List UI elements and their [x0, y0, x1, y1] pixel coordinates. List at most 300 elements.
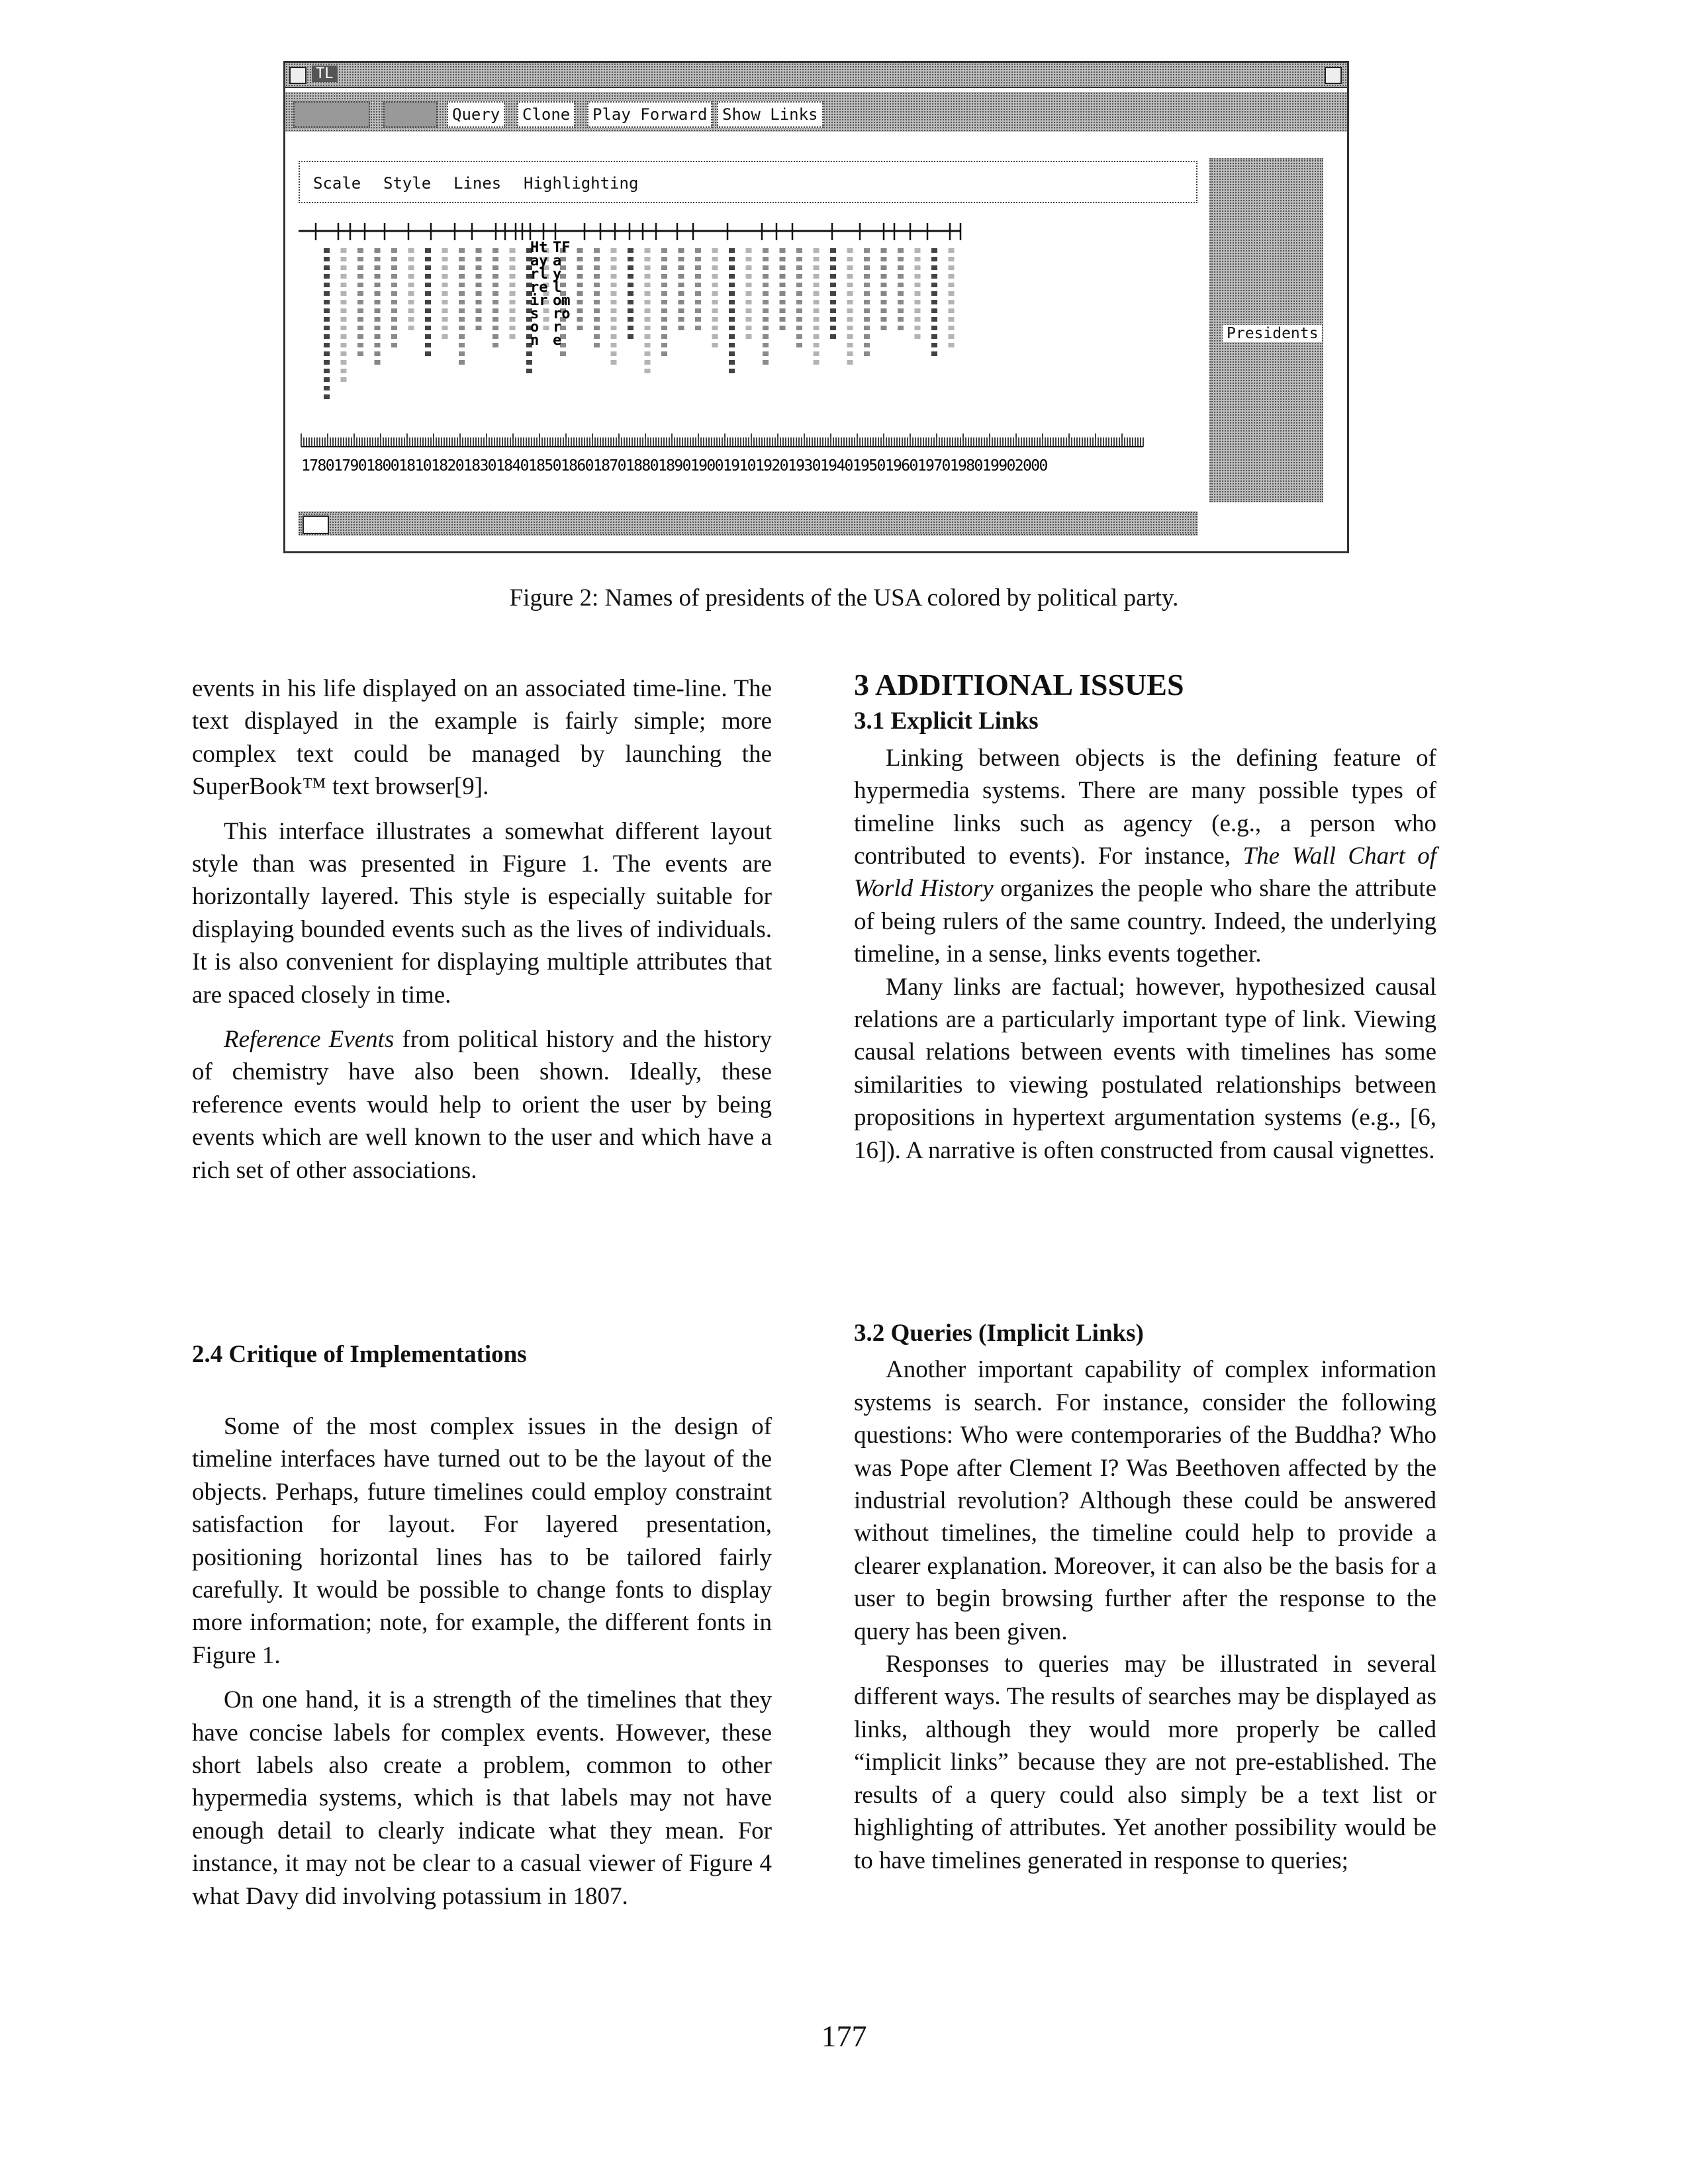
- name-glyph: [814, 343, 820, 347]
- name-glyph: [408, 274, 414, 279]
- name-glyph: [611, 343, 617, 347]
- name-glyph: [611, 334, 617, 339]
- name-glyph: [459, 334, 465, 339]
- name-glyph: [442, 274, 448, 279]
- name-glyph: [526, 369, 532, 373]
- name-glyph: [814, 308, 820, 313]
- name-glyph: [814, 351, 820, 356]
- name-glyph: [324, 334, 330, 339]
- name-glyph: [830, 308, 836, 313]
- name-glyph: [763, 317, 769, 322]
- name-glyph: [695, 300, 701, 304]
- name-glyph: [661, 317, 667, 322]
- name-glyph: [661, 291, 667, 296]
- axis-labels: 17801790180018101820183018401850186018701880189019001910192019301940195019601970198019902000: [301, 457, 1047, 473]
- name-glyph: [375, 274, 381, 279]
- name-glyph: [594, 274, 600, 279]
- name-glyph: [341, 317, 347, 322]
- name-glyph: [324, 274, 330, 279]
- name-glyph: [847, 300, 853, 304]
- name-glyph: [577, 291, 583, 296]
- name-glyph: [729, 308, 735, 313]
- name-glyph: [324, 377, 330, 382]
- name-glyph: [645, 308, 651, 313]
- name-glyph: [357, 283, 363, 287]
- scrollbar-thumb[interactable]: [303, 516, 329, 534]
- name-glyph: [628, 248, 633, 253]
- name-glyph: [898, 308, 904, 313]
- name-glyph: [864, 300, 870, 304]
- name-glyph: [510, 317, 516, 322]
- name-glyph: [780, 317, 786, 322]
- name-glyph: [408, 308, 414, 313]
- name-glyph: [847, 248, 853, 253]
- name-glyph: [375, 308, 381, 313]
- name-glyph: [357, 308, 363, 313]
- name-glyph: [949, 265, 955, 270]
- name-glyph: [324, 308, 330, 313]
- name-glyph: [611, 257, 617, 261]
- name-glyph: [391, 308, 397, 313]
- name-glyph: [931, 308, 937, 313]
- name-glyph: [796, 308, 802, 313]
- name-glyph: [881, 291, 887, 296]
- name-glyph: [408, 248, 414, 253]
- name-glyph: [526, 360, 532, 365]
- name-glyph: [746, 317, 752, 322]
- president-name-columns: [324, 248, 955, 399]
- name-glyph: [645, 274, 651, 279]
- name-glyph: [796, 317, 802, 322]
- name-glyph: [408, 300, 414, 304]
- timeline-plot[interactable]: [299, 222, 1186, 473]
- name-glyph: [459, 274, 465, 279]
- name-glyph: [611, 308, 617, 313]
- name-glyph: [442, 248, 448, 253]
- name-glyph: [814, 291, 820, 296]
- name-glyph: [763, 343, 769, 347]
- name-glyph: [391, 274, 397, 279]
- name-glyph: [763, 308, 769, 313]
- name-glyph: [949, 317, 955, 322]
- name-glyph: [661, 308, 667, 313]
- name-glyph: [425, 326, 431, 330]
- name-glyph: [492, 300, 498, 304]
- name-glyph: [341, 360, 347, 365]
- show-links-button[interactable]: Show Links: [717, 101, 823, 128]
- name-glyph: [712, 274, 718, 279]
- name-glyph: [645, 360, 651, 365]
- name-glyph: [780, 257, 786, 261]
- window-resize-icon[interactable]: [1325, 67, 1342, 84]
- name-glyph: [712, 257, 718, 261]
- name-glyph: [864, 343, 870, 347]
- name-glyph: [915, 291, 921, 296]
- name-glyph: [425, 274, 431, 279]
- name-glyph: [341, 300, 347, 304]
- president-name-fragment: o: [530, 319, 539, 336]
- name-glyph: [408, 291, 414, 296]
- name-glyph: [796, 291, 802, 296]
- president-name-fragment: n: [530, 332, 539, 349]
- name-glyph: [864, 248, 870, 253]
- right-paragraph-3: Another important capability of complex information systems is search. For instance, consider the following questions: Who were contemporaries of the Buddha? Who was Pope after Clement I? Was Beethoven affected by the industrial revolution? Although these could be answered without timelines, the timeline could help to provide a clearer explanation. Moreover, it can also be the basis for a user to begin browsing further after the response to the query has been given.: [854, 1356, 1436, 1645]
- name-glyph: [864, 257, 870, 261]
- name-glyph: [847, 360, 853, 365]
- name-glyph: [375, 248, 381, 253]
- name-glyph: [847, 257, 853, 261]
- name-glyph: [594, 334, 600, 339]
- name-glyph: [577, 317, 583, 322]
- name-glyph: [898, 317, 904, 322]
- president-name-fragment: ay: [530, 253, 548, 269]
- name-glyph: [425, 257, 431, 261]
- name-glyph: [746, 283, 752, 287]
- name-glyph: [324, 394, 330, 399]
- name-glyph: [510, 291, 516, 296]
- name-glyph: [746, 291, 752, 296]
- name-glyph: [949, 257, 955, 261]
- name-glyph: [661, 326, 667, 330]
- name-glyph: [881, 300, 887, 304]
- name-glyph: [645, 291, 651, 296]
- name-glyph: [780, 265, 786, 270]
- name-glyph: [661, 248, 667, 253]
- name-glyph: [594, 317, 600, 322]
- menu-scale[interactable]: Scale: [313, 174, 361, 193]
- name-glyph: [746, 334, 752, 339]
- name-glyph: [763, 300, 769, 304]
- window-titlebar[interactable]: [285, 63, 1347, 88]
- name-glyph: [780, 326, 786, 330]
- name-glyph: [645, 369, 651, 373]
- name-glyph: [324, 248, 330, 253]
- name-glyph: [425, 283, 431, 287]
- name-glyph: [898, 248, 904, 253]
- name-glyph: [847, 274, 853, 279]
- name-glyph: [645, 265, 651, 270]
- name-glyph: [476, 274, 482, 279]
- name-glyph: [645, 334, 651, 339]
- name-glyph: [847, 283, 853, 287]
- name-glyph: [931, 274, 937, 279]
- name-glyph: [931, 343, 937, 347]
- window-menu-icon[interactable]: [289, 67, 306, 84]
- blank-button-2[interactable]: [383, 101, 438, 128]
- name-glyph: [712, 265, 718, 270]
- name-glyph: [442, 317, 448, 322]
- name-glyph: [357, 326, 363, 330]
- name-glyph: [425, 265, 431, 270]
- name-glyph: [324, 317, 330, 322]
- left-column-lower: [192, 1410, 772, 1913]
- name-glyph: [796, 257, 802, 261]
- name-glyph: [645, 257, 651, 261]
- president-name-fragment: om: [553, 293, 571, 309]
- name-glyph: [881, 283, 887, 287]
- name-glyph: [830, 257, 836, 261]
- name-glyph: [425, 343, 431, 347]
- name-glyph: [357, 300, 363, 304]
- name-glyph: [881, 248, 887, 253]
- name-glyph: [459, 343, 465, 347]
- name-glyph: [796, 274, 802, 279]
- name-glyph: [898, 257, 904, 261]
- name-glyph: [949, 326, 955, 330]
- name-glyph: [492, 317, 498, 322]
- name-glyph: [476, 283, 482, 287]
- right-paragraph-1a: Linking between objects is the defining feature of hypermedia systems. There are many possible types of timeline links such as agency (e.g., a person who contributed to events). For instance,: [854, 744, 1436, 870]
- name-glyph: [729, 283, 735, 287]
- menu-lines[interactable]: Lines: [453, 174, 502, 193]
- name-glyph: [391, 257, 397, 261]
- name-glyph: [341, 283, 347, 287]
- name-glyph: [324, 283, 330, 287]
- right-paragraph-2: Many links are factual; however, hypothesized causal relations are a particularly important type of link. Viewing causal relations between events with timelines has some similarities to viewing postulated relationships between propositions in hypertext argumentation systems (e.g., [6, 16]). A narrative is often constructed from causal vignettes.: [854, 973, 1436, 1164]
- name-glyph: [949, 343, 955, 347]
- right-paragraph-4: Responses to queries may be illustrated in several different ways. The results of searches may be displayed as links, although they would more properly be called “implicit links” because they are not pre-established. The results of a query could also simply be a text list or highlighting of attributes. Yet another possibility would be to have timelines generated in response to queries;: [854, 1651, 1436, 1874]
- name-glyph: [459, 317, 465, 322]
- name-glyph: [476, 308, 482, 313]
- name-glyph: [796, 334, 802, 339]
- name-glyph: [729, 369, 735, 373]
- name-glyph: [881, 274, 887, 279]
- name-glyph: [391, 248, 397, 253]
- name-glyph: [611, 326, 617, 330]
- toolbar: [285, 92, 1347, 132]
- name-glyph: [357, 248, 363, 253]
- name-glyph: [611, 283, 617, 287]
- name-glyph: [729, 351, 735, 356]
- name-glyph: [324, 369, 330, 373]
- name-glyph: [898, 274, 904, 279]
- axis-ruler: [301, 433, 1143, 447]
- name-glyph: [780, 248, 786, 253]
- left-paragraph-2: This interface illustrates a somewhat different layout style than was presented in Figure 1. The events are horizontally layered. This style is especially suitable for displaying bounded events such as the lives of individuals. It is also convenient for displaying multiple attributes that are spaced closely in time.: [192, 817, 772, 1009]
- heading-3: 3 ADDITIONAL ISSUES: [854, 668, 1184, 702]
- name-glyph: [510, 300, 516, 304]
- name-glyph: [695, 274, 701, 279]
- name-glyph: [594, 257, 600, 261]
- name-glyph: [577, 283, 583, 287]
- president-name-fragment: rl: [530, 266, 548, 283]
- name-glyph: [915, 257, 921, 261]
- blank-button-1[interactable]: [293, 101, 370, 128]
- president-name-fragment: re: [530, 279, 548, 296]
- name-glyph: [628, 291, 633, 296]
- name-glyph: [814, 283, 820, 287]
- wall-chart-title: The Wall Chart of World History: [854, 842, 1436, 903]
- name-glyph: [679, 283, 684, 287]
- name-glyph: [915, 317, 921, 322]
- name-glyph: [510, 265, 516, 270]
- name-glyph: [661, 257, 667, 261]
- window-title: TL: [312, 66, 338, 82]
- left-paragraph-1: events in his life displayed on an associated time-line. The text displayed in the example is fairly simple; more complex text could be managed by launching the SuperBook™ text browser[9].: [192, 675, 772, 801]
- name-glyph: [577, 308, 583, 313]
- name-glyph: [712, 291, 718, 296]
- name-glyph: [645, 283, 651, 287]
- horizontal-scrollbar[interactable]: [299, 512, 1197, 535]
- name-glyph: [341, 274, 347, 279]
- name-glyph: [746, 274, 752, 279]
- name-glyph: [324, 360, 330, 365]
- name-glyph: [746, 300, 752, 304]
- name-glyph: [729, 300, 735, 304]
- name-glyph: [695, 308, 701, 313]
- name-glyph: [324, 343, 330, 347]
- name-glyph: [510, 283, 516, 287]
- name-glyph: [526, 351, 532, 356]
- menu-highlighting[interactable]: Highlighting: [524, 174, 639, 193]
- name-glyph: [881, 317, 887, 322]
- name-glyph: [712, 334, 718, 339]
- name-glyph: [763, 248, 769, 253]
- name-glyph: [796, 265, 802, 270]
- clone-button[interactable]: Clone: [517, 101, 575, 128]
- name-glyph: [492, 326, 498, 330]
- name-glyph: [442, 283, 448, 287]
- name-glyph: [492, 265, 498, 270]
- name-glyph: [695, 265, 701, 270]
- name-glyph: [628, 274, 633, 279]
- name-glyph: [814, 248, 820, 253]
- name-glyph: [357, 291, 363, 296]
- name-glyph: [611, 317, 617, 322]
- name-glyph: [729, 291, 735, 296]
- name-glyph: [729, 334, 735, 339]
- presidents-label[interactable]: Presidents: [1223, 325, 1322, 342]
- name-glyph: [341, 369, 347, 373]
- name-glyph: [594, 248, 600, 253]
- name-glyph: [594, 343, 600, 347]
- name-glyph: [408, 257, 414, 261]
- name-glyph: [729, 248, 735, 253]
- menu-style[interactable]: Style: [383, 174, 432, 193]
- name-glyph: [324, 265, 330, 270]
- query-button[interactable]: Query: [447, 101, 505, 128]
- name-glyph: [425, 308, 431, 313]
- name-glyph: [577, 248, 583, 253]
- left-paragraph-3-text: from political history and the history of chemistry have also been shown. Ideally, these reference events would help to orient the user by being events which are well known to the user and which have a rich set of other associations.: [192, 1026, 772, 1184]
- name-glyph: [442, 257, 448, 261]
- name-glyph: [780, 300, 786, 304]
- name-glyph: [864, 274, 870, 279]
- name-glyph: [763, 326, 769, 330]
- name-glyph: [847, 317, 853, 322]
- name-glyph: [729, 360, 735, 365]
- right-column-lower: [854, 1317, 1436, 1877]
- name-glyph: [375, 334, 381, 339]
- name-glyph: [679, 274, 684, 279]
- name-glyph: [931, 248, 937, 253]
- name-glyph: [949, 274, 955, 279]
- president-name-fragment: l: [553, 279, 562, 296]
- name-glyph: [459, 326, 465, 330]
- name-glyph: [712, 343, 718, 347]
- name-glyph: [695, 317, 701, 322]
- name-glyph: [763, 351, 769, 356]
- president-name-fragment: a: [553, 253, 562, 269]
- name-glyph: [476, 300, 482, 304]
- name-glyph: [510, 308, 516, 313]
- president-name-fragment: Ht: [530, 240, 548, 256]
- name-glyph: [476, 248, 482, 253]
- name-glyph: [949, 248, 955, 253]
- name-glyph: [661, 300, 667, 304]
- timeline-window: [283, 61, 1349, 553]
- name-glyph: [780, 291, 786, 296]
- president-name-text: [530, 240, 571, 349]
- figure-caption: Figure 2: Names of presidents of the USA colored by political party.: [509, 584, 1179, 612]
- name-glyph: [594, 308, 600, 313]
- name-glyph: [712, 308, 718, 313]
- president-name-fragment: ro: [553, 306, 571, 322]
- play-forward-button[interactable]: Play Forward: [587, 101, 712, 128]
- name-glyph: [814, 317, 820, 322]
- name-glyph: [712, 283, 718, 287]
- name-glyph: [864, 308, 870, 313]
- name-glyph: [442, 334, 448, 339]
- name-glyph: [645, 300, 651, 304]
- name-glyph: [492, 274, 498, 279]
- name-glyph: [492, 291, 498, 296]
- name-glyph: [611, 265, 617, 270]
- name-glyph: [459, 351, 465, 356]
- name-glyph: [847, 334, 853, 339]
- right-paragraph-1: [854, 742, 1436, 971]
- name-glyph: [628, 300, 633, 304]
- name-glyph: [476, 257, 482, 261]
- name-glyph: [375, 283, 381, 287]
- name-glyph: [830, 317, 836, 322]
- name-glyph: [796, 326, 802, 330]
- name-glyph: [729, 257, 735, 261]
- name-glyph: [459, 360, 465, 365]
- name-glyph: [830, 283, 836, 287]
- name-glyph: [679, 308, 684, 313]
- name-glyph: [847, 343, 853, 347]
- name-glyph: [391, 334, 397, 339]
- left-column: [192, 672, 772, 1187]
- name-glyph: [375, 360, 381, 365]
- name-glyph: [628, 308, 633, 313]
- name-glyph: [375, 265, 381, 270]
- name-glyph: [628, 265, 633, 270]
- name-glyph: [628, 257, 633, 261]
- name-glyph: [898, 300, 904, 304]
- name-glyph: [931, 334, 937, 339]
- name-glyph: [881, 265, 887, 270]
- name-glyph: [931, 326, 937, 330]
- name-glyph: [357, 317, 363, 322]
- name-glyph: [442, 265, 448, 270]
- name-glyph: [492, 283, 498, 287]
- name-glyph: [324, 300, 330, 304]
- name-glyph: [729, 326, 735, 330]
- name-glyph: [830, 265, 836, 270]
- name-glyph: [442, 291, 448, 296]
- name-glyph: [442, 300, 448, 304]
- name-glyph: [357, 343, 363, 347]
- name-glyph: [915, 308, 921, 313]
- name-glyph: [611, 300, 617, 304]
- name-glyph: [949, 300, 955, 304]
- name-glyph: [645, 343, 651, 347]
- name-glyph: [324, 326, 330, 330]
- name-glyph: [341, 377, 347, 382]
- name-glyph: [695, 326, 701, 330]
